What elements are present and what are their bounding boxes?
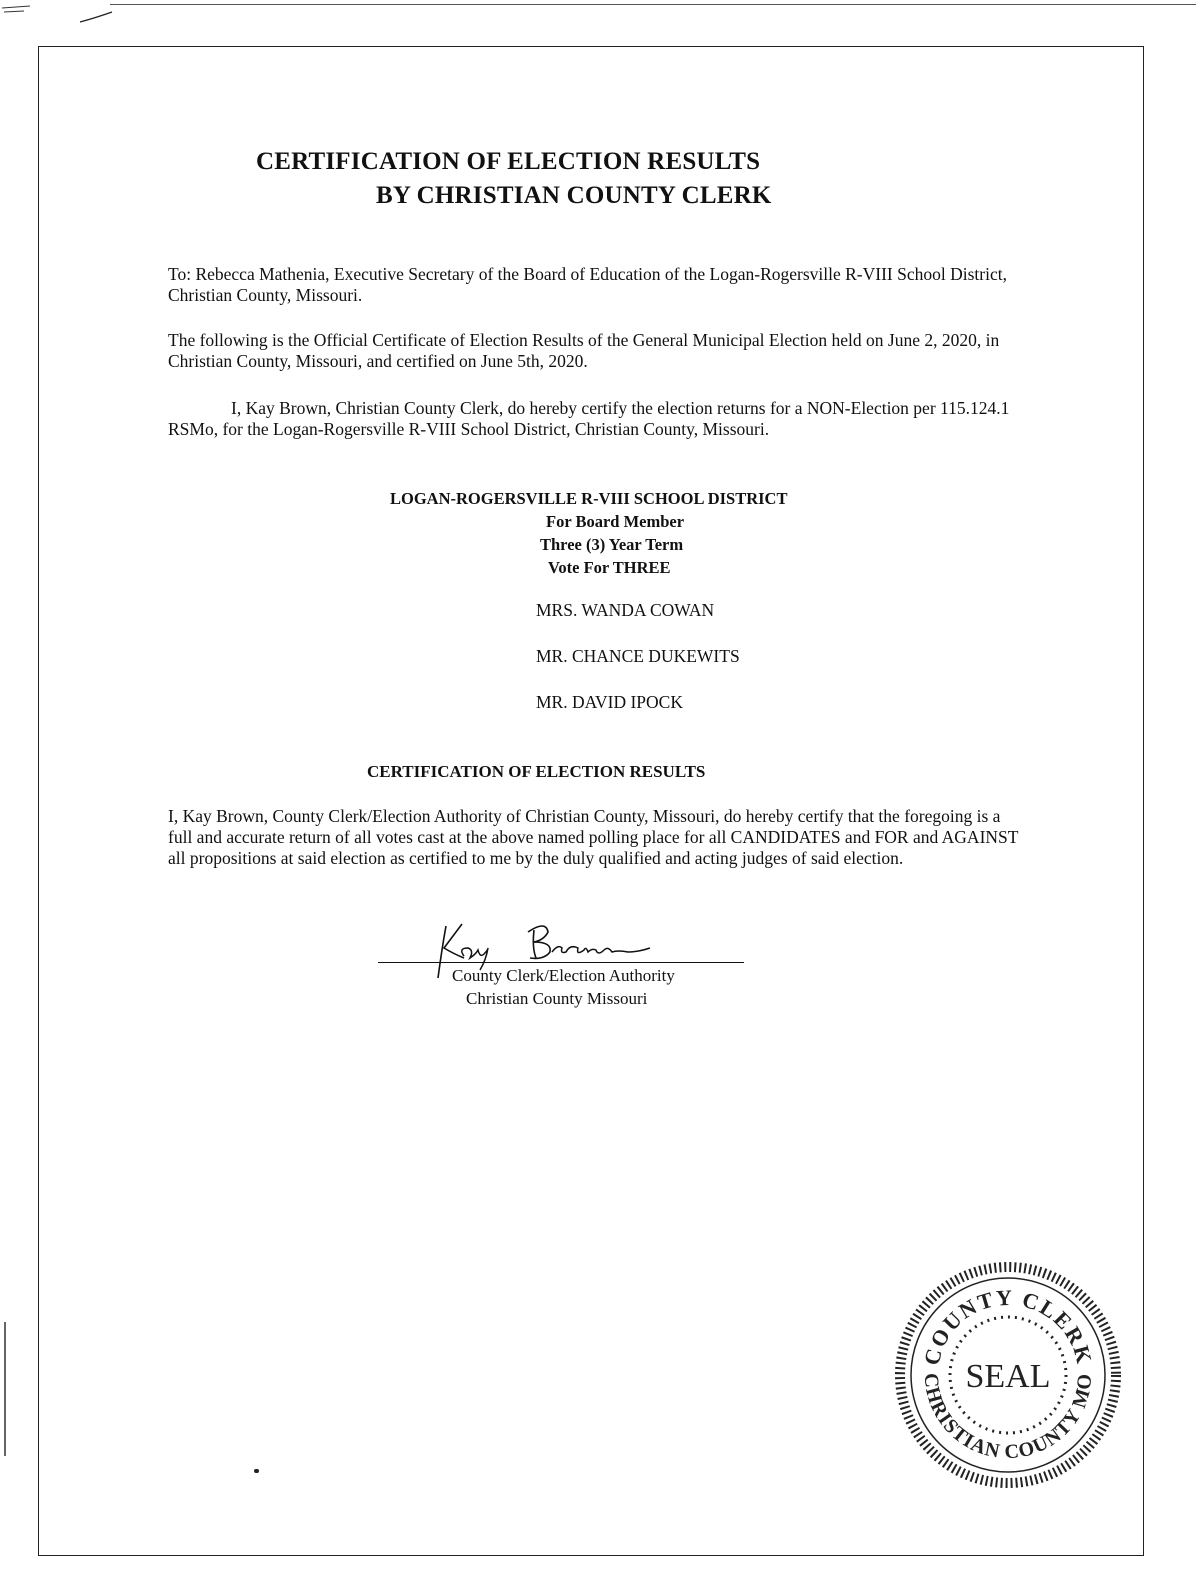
scan-artifact-marks <box>0 0 120 26</box>
vote-for-heading: Vote For THREE <box>548 558 671 577</box>
scan-top-rule <box>110 4 1196 5</box>
scan-dot-artifact <box>254 1469 259 1473</box>
document-title-line2: BY CHRISTIAN COUNTY CLERK <box>376 182 772 209</box>
official-certificate-paragraph: The following is the Official Certificate of Election Results of the General Municipal Election held on June 2, 2020, in Christian County, Missouri, and certified on June 5th, 2020. <box>168 330 1000 371</box>
office-heading: For Board Member <box>546 512 685 531</box>
certification-paragraph: I, Kay Brown, County Clerk/Election Authority of Christian County, Missouri, do hereby certify that the foregoing is a full and accurate return of all votes cast at the above named polling place for all CANDIDATES and FOR and AGAINST all propositions at said election as certified to me by the duly qualified and acting judges of said election. <box>168 806 1019 868</box>
scan-left-edge-mark <box>0 1320 10 1460</box>
seal-center-text: SEAL <box>965 1358 1051 1395</box>
signer-title: County Clerk/Election Authority <box>452 966 675 985</box>
signer-county: Christian County Missouri <box>466 989 648 1008</box>
district-heading: LOGAN-ROGERSVILLE R-VIII SCHOOL DISTRICT <box>390 489 788 508</box>
document-title-line1: CERTIFICATION OF ELECTION RESULTS <box>256 148 761 175</box>
certification-heading: CERTIFICATION OF ELECTION RESULTS <box>367 762 706 781</box>
candidate-name: MRS. WANDA COWAN <box>536 600 715 620</box>
seal-bottom-text: CHRISTIAN COUNTY MO <box>919 1372 1097 1464</box>
county-clerk-seal <box>895 1262 1121 1488</box>
seal-top-text: COUNTY CLERK <box>918 1284 1098 1368</box>
signature-line <box>378 962 744 963</box>
addressee-paragraph: To: Rebecca Mathenia, Executive Secretary of the Board of Education of the Logan-Rogersville R-VIII School District, Christian County, Missouri. <box>168 264 1007 305</box>
candidate-name: MR. DAVID IPOCK <box>536 692 683 712</box>
svg-text:COUNTY CLERK <box>919 1285 1098 1368</box>
non-election-certification-paragraph: I, Kay Brown, Christian County Clerk, do hereby certify the election returns for a NON-Election per 115.124.1 RSMo, for the Logan-Rogersville R-VIII School District, Christian County, Missouri. <box>168 398 1010 439</box>
term-heading: Three (3) Year Term <box>540 535 684 554</box>
candidate-name: MR. CHANCE DUKEWITS <box>536 646 740 666</box>
